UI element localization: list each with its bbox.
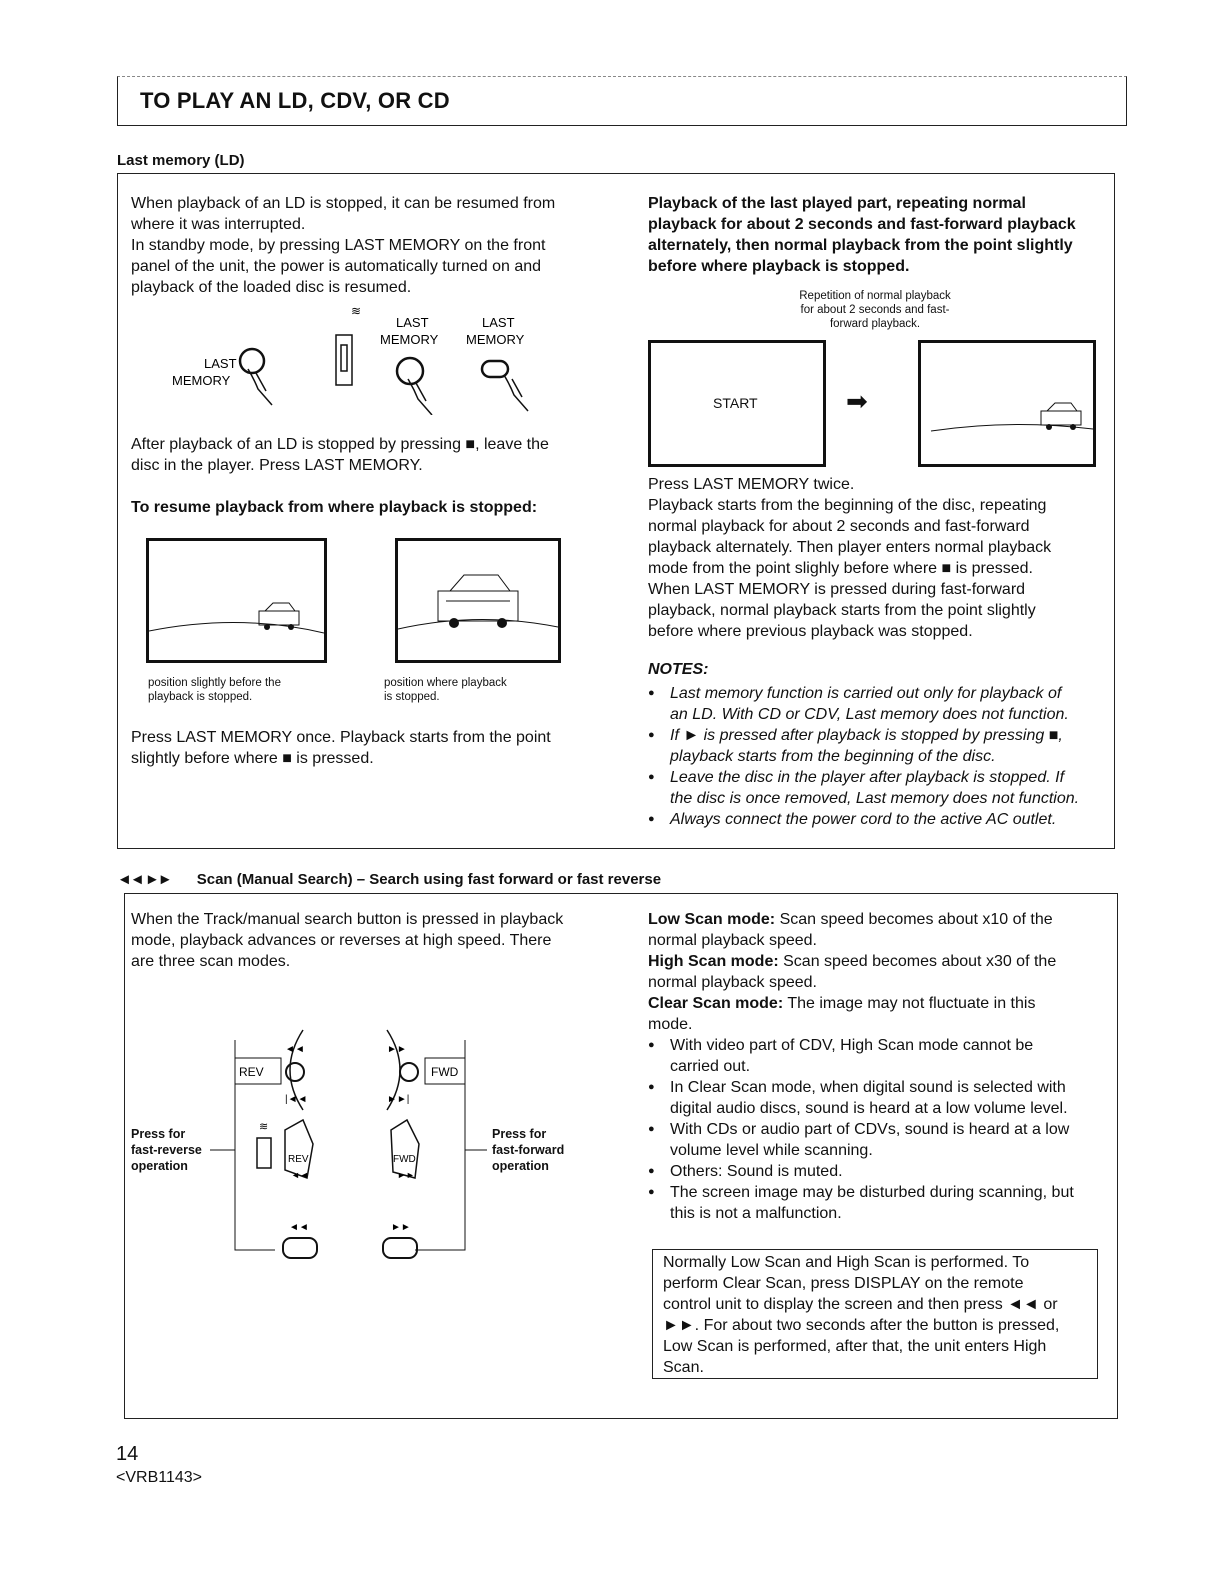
caption-line: position where playback — [384, 677, 507, 689]
note-line: ● Leave the disc in the player after playback is stopped. If — [670, 769, 1065, 786]
heading-line: Playback of the last played part, repeating normal — [648, 195, 1026, 212]
note-item — [646, 767, 1102, 809]
caption-line: forward playback. — [829, 318, 921, 330]
tv-screen-stopped — [395, 538, 561, 663]
tv-screen-before — [146, 538, 327, 663]
scan-bullet — [646, 1077, 1100, 1119]
caption-before — [148, 676, 281, 704]
last-memory-title: Last memory (LD) — [117, 152, 245, 169]
car-scene-small-icon — [921, 343, 1093, 464]
page-header — [117, 76, 1127, 126]
tv-screen-playback — [918, 340, 1096, 467]
scan-bullet — [646, 1119, 1100, 1161]
after-line: disc in the player. Press LAST MEMORY. — [131, 457, 423, 474]
caption-line: is stopped. — [384, 691, 440, 703]
scan-bullet — [646, 1035, 1100, 1077]
last-label-1: LAST — [204, 356, 237, 371]
scan-note-box — [652, 1249, 1098, 1379]
rev-panel-button-icon — [283, 1238, 317, 1258]
scan-mode-high — [648, 951, 1100, 972]
bullet-line: carried out. — [670, 1058, 751, 1075]
note-line: ● Always connect the power cord to the active AC outlet. — [670, 811, 1057, 828]
memory-label-1: MEMORY — [172, 373, 231, 388]
intro-line: panel of the unit, the power is automatically turned on and — [131, 258, 542, 275]
note-box-line: ►►. For about two seconds after the button is pressed, — [663, 1317, 1060, 1334]
bullet-line: this is not a malfunction. — [670, 1205, 842, 1222]
remote-signal-icon: ≋ — [351, 305, 362, 318]
note-box-line: perform Clear Scan, press DISPLAY on the remote — [663, 1275, 1024, 1292]
memory-label-3: MEMORY — [466, 332, 525, 347]
scan-mode-low — [648, 909, 1100, 930]
fwd-jog-icon — [400, 1063, 418, 1081]
caption-line: fast-forward — [492, 1143, 565, 1157]
car-scene-large-icon — [398, 541, 558, 660]
arrow-right-icon: ➡ — [846, 386, 868, 416]
press-twice-line: before where previous playback was stopped. — [648, 623, 973, 640]
bullet-line: ● With CDs or audio part of CDVs, sound is heard at a low — [670, 1121, 1070, 1138]
bullet-line: volume level while scanning. — [670, 1142, 873, 1159]
fwd-label-small: FWD — [393, 1154, 416, 1165]
mode-name: Clear Scan mode: — [648, 995, 784, 1012]
heading-line: before where playback is stopped. — [648, 258, 910, 275]
caption-line: operation — [131, 1159, 188, 1173]
resume-heading: To resume playback from where playback is stopped: — [131, 499, 538, 516]
remote-control-icon — [257, 1138, 271, 1168]
heading-line: alternately, then normal playback from the point slightly — [648, 237, 1073, 254]
scan-intro — [131, 909, 591, 972]
mode-name: Low Scan mode: — [648, 911, 776, 928]
note-item — [646, 809, 1102, 830]
remote-control-icon — [336, 335, 352, 385]
ff-icon: ►► — [391, 1222, 411, 1233]
press-twice-line: Playback starts from the beginning of the disc, repeating — [648, 497, 1047, 514]
mode-text: Scan speed becomes about x10 of the — [775, 911, 1053, 928]
caption-line: Press for — [131, 1127, 186, 1141]
scan-modes — [648, 909, 1100, 1224]
hand-pointer-icon — [408, 379, 432, 415]
caption-line: playback is stopped. — [148, 691, 253, 703]
intro-line: When playback of an LD is stopped, it can be resumed from — [131, 195, 556, 212]
press-fwd-caption — [492, 1126, 564, 1174]
start-label: START — [713, 395, 758, 411]
last-memory-intro — [131, 193, 591, 298]
press-once-line: slightly before where ■ is pressed. — [131, 750, 374, 767]
last-memory-button-icon — [240, 349, 264, 373]
scan-title: Scan (Manual Search) – Search using fast forward or fast reverse — [196, 871, 662, 888]
last-memory-oval-button-icon — [482, 361, 508, 377]
note-box-line: Normally Low Scan and High Scan is performed. To — [663, 1254, 1030, 1271]
rewind-icon: ◄◄ — [291, 1170, 309, 1180]
rev-label: REV — [239, 1065, 264, 1079]
note-line: ● If ► is pressed after playback is stopped by pressing ■, — [670, 727, 1063, 744]
press-once-line: Press LAST MEMORY once. Playback starts from the point — [131, 729, 551, 746]
bullet-line: ● With video part of CDV, High Scan mode cannot be — [670, 1037, 1034, 1054]
skip-back-icon: |◄◄ — [285, 1094, 308, 1105]
notes-title: NOTES: — [648, 661, 709, 678]
after-line: After playback of an LD is stopped by pressing ■, leave the — [131, 436, 549, 453]
last-played-heading — [648, 193, 1098, 277]
document-code: <VRB1143> — [116, 1469, 202, 1486]
note-line: ● Last memory function is carried out only for playback of — [670, 685, 1062, 702]
bullet-line: ● In Clear Scan mode, when digital sound is selected with — [670, 1079, 1066, 1096]
note-box-line: control unit to display the screen and then press ◄◄ or — [663, 1296, 1058, 1313]
caption-line: position slightly before the — [148, 677, 281, 689]
caption-line: operation — [492, 1159, 549, 1173]
caption-line: fast-reverse — [131, 1143, 202, 1157]
fwd-panel-button-icon — [383, 1238, 417, 1258]
press-twice-line: Press LAST MEMORY twice. — [648, 476, 855, 493]
mode-text: The image may not fluctuate in this — [783, 995, 1036, 1012]
note-item — [646, 725, 1102, 767]
press-twice-line: normal playback for about 2 seconds and fast-forward — [648, 518, 1030, 535]
rev-label-small: REV — [288, 1154, 309, 1165]
caption-line: Press for — [492, 1127, 547, 1141]
press-rev-caption — [131, 1126, 202, 1174]
ff-icon: ►► — [387, 1044, 407, 1055]
rewind-icon: ◄◄ — [285, 1044, 305, 1055]
press-twice-text — [648, 474, 1098, 642]
press-twice-line: When LAST MEMORY is pressed during fast-forward — [648, 581, 1026, 598]
skip-fwd-icon: ►►| — [387, 1094, 410, 1105]
rewind-ff-icon: ◄◄ ►► — [117, 871, 171, 888]
scan-intro-line: mode, playback advances or reverses at high speed. There — [131, 932, 552, 949]
note-line: an LD. With CD or CDV, Last memory does not function. — [670, 706, 1069, 723]
hand-pointer-icon — [248, 369, 272, 405]
hand-pointer-icon — [504, 375, 528, 411]
notes-list — [646, 683, 1102, 830]
scan-title-row — [117, 871, 661, 888]
press-twice-line: playback, normal playback starts from the point slightly — [648, 602, 1036, 619]
page-number: 14 — [116, 1443, 139, 1465]
bullet-line: digital audio discs, sound is heard at a low volume level. — [670, 1100, 1068, 1117]
mode-cont: mode. — [648, 1016, 693, 1033]
note-item — [646, 683, 1102, 725]
scan-bullet — [646, 1182, 1100, 1224]
page-title: TO PLAY AN LD, CDV, OR CD — [140, 88, 450, 113]
after-playback-text — [131, 434, 591, 476]
scan-intro-line: are three scan modes. — [131, 953, 291, 970]
note-line: playback starts from the beginning of the disc. — [670, 748, 996, 765]
mode-cont: normal playback speed. — [648, 932, 817, 949]
bullet-line: ● The screen image may be disturbed during scanning, but — [670, 1184, 1074, 1201]
caption-stopped — [384, 676, 507, 704]
remote-signal-icon: ≋ — [259, 1121, 269, 1133]
scan-bullets — [646, 1035, 1100, 1224]
intro-line: playback of the loaded disc is resumed. — [131, 279, 412, 296]
mode-text: Scan speed becomes about x30 of the — [778, 953, 1057, 970]
press-twice-line: mode from the point slighly before where ■ is pressed. — [648, 560, 1033, 577]
mode-cont: normal playback speed. — [648, 974, 817, 991]
last-memory-button-icon — [397, 358, 423, 384]
intro-line: In standby mode, by pressing LAST MEMORY on the front — [131, 237, 546, 254]
note-box-line: Low Scan is performed, after that, the unit enters High — [663, 1338, 1047, 1355]
note-line: the disc is once removed, Last memory does not function. — [670, 790, 1080, 807]
repetition-caption — [760, 289, 990, 331]
intro-line: where it was interrupted. — [131, 216, 306, 233]
bullet-line: ● Others: Sound is muted. — [670, 1163, 843, 1180]
car-scene-small-icon — [149, 541, 324, 660]
scan-bullet — [646, 1161, 1100, 1182]
scan-intro-line: When the Track/manual search button is pressed in playback — [131, 911, 564, 928]
mode-name: High Scan mode: — [648, 953, 779, 970]
press-once-text — [131, 727, 591, 769]
last-memory-buttons-illustration — [160, 305, 580, 415]
scan-mode-clear — [648, 993, 1100, 1014]
caption-line: for about 2 seconds and fast- — [800, 304, 950, 316]
note-box-line: Scan. — [663, 1359, 704, 1376]
ff-icon: ►► — [397, 1170, 415, 1180]
fwd-label: FWD — [431, 1065, 459, 1079]
memory-label-2: MEMORY — [380, 332, 439, 347]
last-label-2: LAST — [396, 315, 429, 330]
heading-line: playback for about 2 seconds and fast-forward playback — [648, 216, 1076, 233]
caption-line: Repetition of normal playback — [799, 290, 951, 302]
tv-screen-start — [648, 340, 826, 467]
rewind-icon: ◄◄ — [289, 1222, 309, 1233]
rev-jog-icon — [286, 1063, 304, 1081]
press-twice-line: playback alternately. Then player enters normal playback — [648, 539, 1052, 556]
last-label-3: LAST — [482, 315, 515, 330]
